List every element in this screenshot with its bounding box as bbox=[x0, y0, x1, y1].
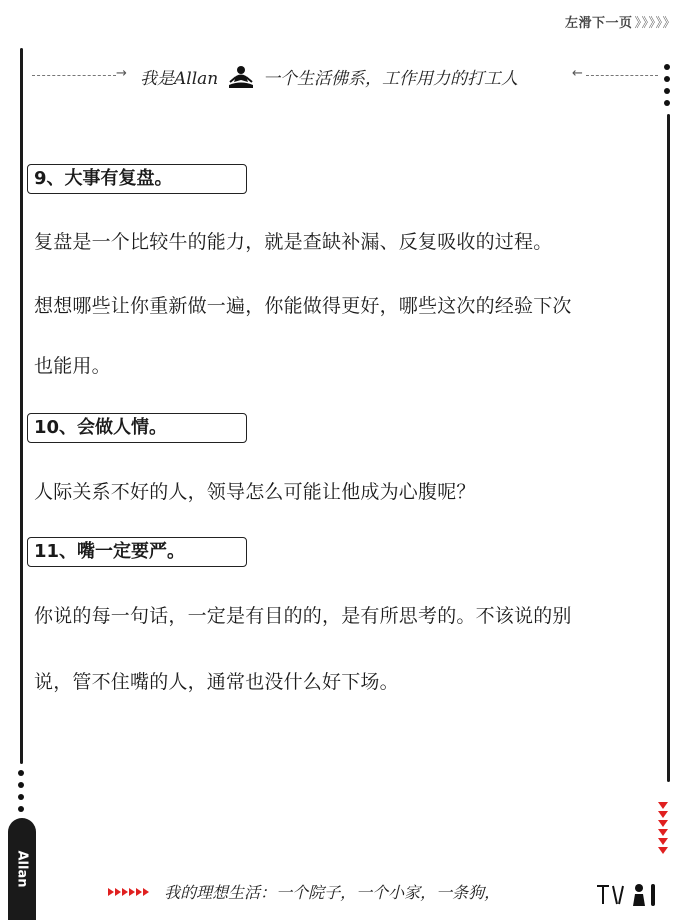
right-dashed-line bbox=[586, 75, 658, 76]
author-tab bbox=[8, 818, 36, 920]
left-vertical-rule bbox=[20, 48, 23, 764]
right-vertical-rule bbox=[667, 114, 670, 782]
intro-name: 我是Allan bbox=[140, 69, 219, 89]
meditation-person-icon bbox=[226, 65, 256, 94]
dots-bottom-left-icon bbox=[18, 770, 24, 812]
section-10-paragraph-1: 人际关系不好的人，领导怎么可能让他成为心腹呢？ bbox=[34, 481, 476, 503]
section-11-paragraph-2: 说，管不住嘴的人，通常也没什么好下场。 bbox=[34, 671, 399, 693]
intro-tagline: 一个生活佛系，工作用力的打工人 bbox=[263, 69, 519, 89]
section-heading-9: 9、大事有复盘。 bbox=[27, 164, 247, 194]
section-9-paragraph-1: 复盘是一个比较牛的能力，就是查缺补漏、反复吸收的过程。 bbox=[34, 231, 553, 253]
arrow-left-icon: ← bbox=[572, 66, 583, 81]
chevron-right-icon: 》》》》》 bbox=[634, 16, 676, 31]
ideal-life-trailing: ， bbox=[484, 883, 501, 902]
swipe-next-page-hint[interactable] bbox=[565, 12, 676, 31]
left-dashed-line bbox=[32, 75, 116, 76]
section-9-paragraph-2: 想想哪些让你重新做一遍，你能做得更好，哪些这次的经验下次 bbox=[34, 295, 572, 317]
red-right-arrows-icon bbox=[108, 888, 149, 896]
home-figure-icon bbox=[595, 878, 659, 913]
arrow-right-icon: → bbox=[116, 66, 127, 81]
ideal-life-text: 我的理想生活：一个院子，一个小家，一条狗 bbox=[164, 883, 485, 902]
section-11-paragraph-1: 你说的每一句话，一定是有目的的，是有所思考的。不该说的别 bbox=[34, 605, 572, 627]
section-heading-10: 10、会做人情。 bbox=[27, 413, 247, 443]
dots-top-right-icon bbox=[664, 64, 670, 106]
red-down-arrows-icon bbox=[658, 802, 668, 854]
header-intro bbox=[30, 62, 660, 90]
section-heading-11: 11、嘴一定要严。 bbox=[27, 537, 247, 567]
swipe-hint-label: 左滑下一页 bbox=[564, 16, 633, 31]
footer-ideal-life bbox=[108, 880, 500, 903]
section-9-paragraph-3: 也能用。 bbox=[34, 355, 111, 377]
author-tab-label: Allan bbox=[14, 850, 30, 888]
intro-text bbox=[140, 64, 518, 94]
